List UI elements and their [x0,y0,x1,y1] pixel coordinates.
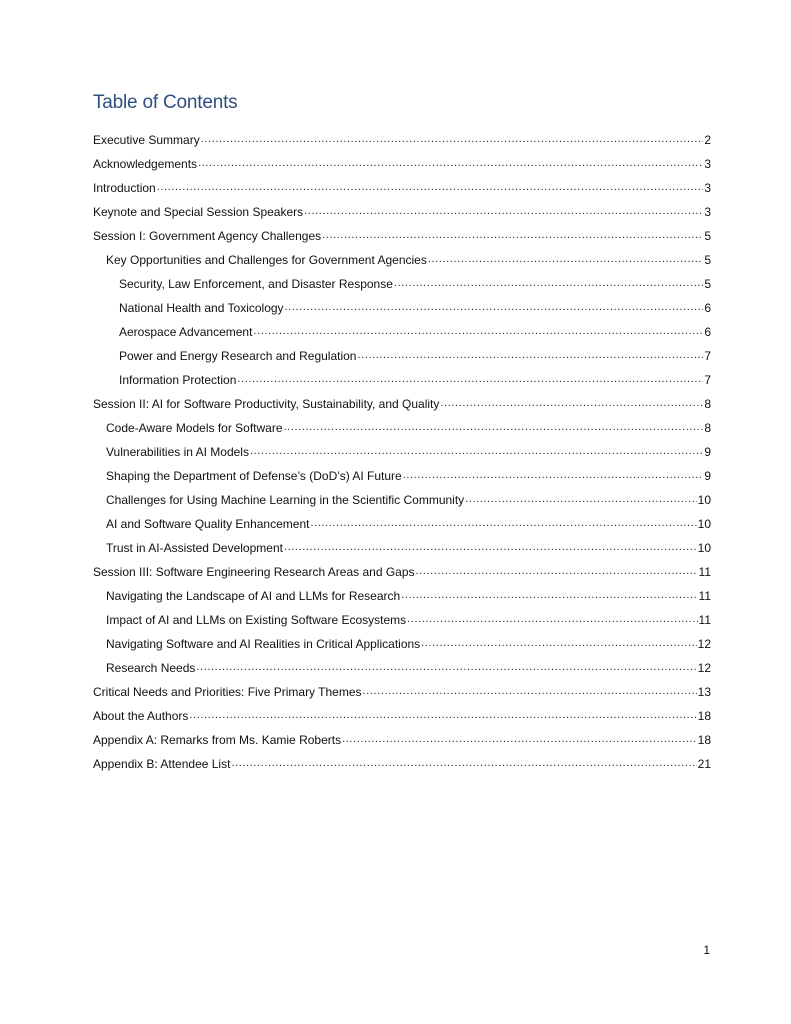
dot-leader [284,540,697,552]
toc-entry-page: 10 [697,517,711,531]
toc-entry-text: Power and Energy Research and Regulation [119,349,357,363]
toc-entry[interactable] [93,228,711,252]
toc-entry-text: Executive Summary [93,133,200,147]
dot-leader [237,372,703,384]
toc-entry-page: 9 [704,445,711,459]
toc-entry-page: 10 [697,541,711,555]
toc-entry-page: 11 [698,565,711,579]
toc-entry-text: Appendix B: Attendee List [93,757,231,771]
toc-entry-page: 13 [697,685,711,699]
dot-leader [416,564,698,576]
dot-leader [363,684,697,696]
dot-leader [253,324,703,336]
dot-leader [196,660,696,672]
toc-entry-page: 11 [698,613,711,627]
toc-entry-text: Aerospace Advancement [119,325,253,339]
toc-entry-text: AI and Software Quality Enhancement [106,517,310,531]
toc-entry-page: 12 [697,637,711,651]
toc-entry[interactable] [93,324,711,348]
toc-entry[interactable] [93,756,711,780]
dot-leader [198,156,703,168]
toc-entry[interactable] [93,516,711,540]
toc-entry-page: 5 [704,253,711,267]
toc-entry-page: 7 [704,349,711,363]
toc-entry[interactable] [93,300,711,324]
toc-entry-text: Research Needs [106,661,196,675]
toc-entry[interactable] [93,420,711,444]
dot-leader [310,516,696,528]
toc-entry-text: Trust in AI-Assisted Development [106,541,283,555]
toc-entry-text: Introduction [93,181,156,195]
toc-entry-page: 7 [704,373,711,387]
toc-entry[interactable] [93,492,711,516]
toc-entry[interactable] [93,396,711,420]
toc-entry-page: 12 [697,661,711,675]
toc-entry-text: Session III: Software Engineering Research Areas and Gaps [93,565,415,579]
toc-entry-page: 21 [697,757,711,771]
toc-entry-text: Keynote and Special Session Speakers [93,205,304,219]
toc-entry[interactable] [93,588,711,612]
toc-entry[interactable] [93,636,711,660]
toc-entry-page: 5 [704,229,711,243]
toc-entry[interactable] [93,132,711,156]
dot-leader [394,276,703,288]
toc-list [93,132,711,780]
toc-entry[interactable] [93,708,711,732]
dot-leader [465,492,696,504]
toc-entry-text: Security, Law Enforcement, and Disaster Response [119,277,393,291]
toc-entry-text: Session II: AI for Software Productivity, Sustainability, and Quality [93,397,440,411]
toc-entry[interactable] [93,444,711,468]
toc-entry-text: Navigating the Landscape of AI and LLMs for Research [106,589,401,603]
toc-entry-page: 3 [704,205,711,219]
dot-leader [304,204,703,216]
dot-leader [189,708,696,720]
toc-entry-text: Appendix A: Remarks from Ms. Kamie Roberts [93,733,342,747]
toc-entry[interactable] [93,372,711,396]
toc-entry-page: 2 [704,133,711,147]
dot-leader [285,300,704,312]
toc-entry-page: 8 [704,397,711,411]
toc-entry-text: National Health and Toxicology [119,301,284,315]
toc-entry-text: Session I: Government Agency Challenges [93,229,322,243]
toc-entry[interactable] [93,684,711,708]
dot-leader [157,180,704,192]
toc-entry-page: 6 [704,325,711,339]
toc-entry[interactable] [93,540,711,564]
dot-leader [201,132,704,144]
dot-leader [403,468,704,480]
toc-entry[interactable] [93,180,711,204]
toc-entry-text: Acknowledgements [93,157,198,171]
toc-entry-page: 18 [697,733,711,747]
dot-leader [357,348,703,360]
toc-entry-page: 9 [704,469,711,483]
toc-entry-page: 11 [698,589,711,603]
toc-entry-text: Navigating Software and AI Realities in Critical Applications [106,637,421,651]
dot-leader [401,588,697,600]
dot-leader [322,228,703,240]
toc-entry-text: About the Authors [93,709,189,723]
dot-leader [284,420,704,432]
toc-entry-text: Code-Aware Models for Software [106,421,283,435]
toc-entry-text: Challenges for Using Machine Learning in the Scientific Community [106,493,465,507]
toc-entry-text: Information Protection [119,373,237,387]
toc-entry-page: 5 [704,277,711,291]
toc-entry[interactable] [93,564,711,588]
toc-entry[interactable] [93,348,711,372]
toc-entry[interactable] [93,156,711,180]
dot-leader [428,252,703,264]
toc-entry-text: Shaping the Department of Defense’s (DoD’s) AI Future [106,469,402,483]
toc-entry[interactable] [93,612,711,636]
toc-entry[interactable] [93,252,711,276]
dot-leader [407,612,697,624]
toc-entry-page: 8 [704,421,711,435]
dot-leader [342,732,697,744]
toc-entry-page: 3 [704,181,711,195]
toc-title: Table of Contents [93,92,238,113]
toc-entry-page: 3 [704,157,711,171]
toc-entry-text: Vulnerabilities in AI Models [106,445,249,459]
toc-entry-page: 18 [697,709,711,723]
page-number: 1 [703,943,710,957]
dot-leader [421,636,696,648]
toc-entry[interactable] [93,204,711,228]
dot-leader [231,756,696,768]
toc-entry-page: 6 [704,301,711,315]
dot-leader [250,444,703,456]
dot-leader [440,396,703,408]
toc-entry-text: Critical Needs and Priorities: Five Primary Themes [93,685,362,699]
toc-entry[interactable] [93,276,711,300]
toc-entry[interactable] [93,468,711,492]
toc-entry-page: 10 [697,493,711,507]
toc-entry[interactable] [93,732,711,756]
toc-entry-text: Key Opportunities and Challenges for Government Agencies [106,253,427,267]
toc-entry[interactable] [93,660,711,684]
toc-entry-text: Impact of AI and LLMs on Existing Software Ecosystems [106,613,407,627]
